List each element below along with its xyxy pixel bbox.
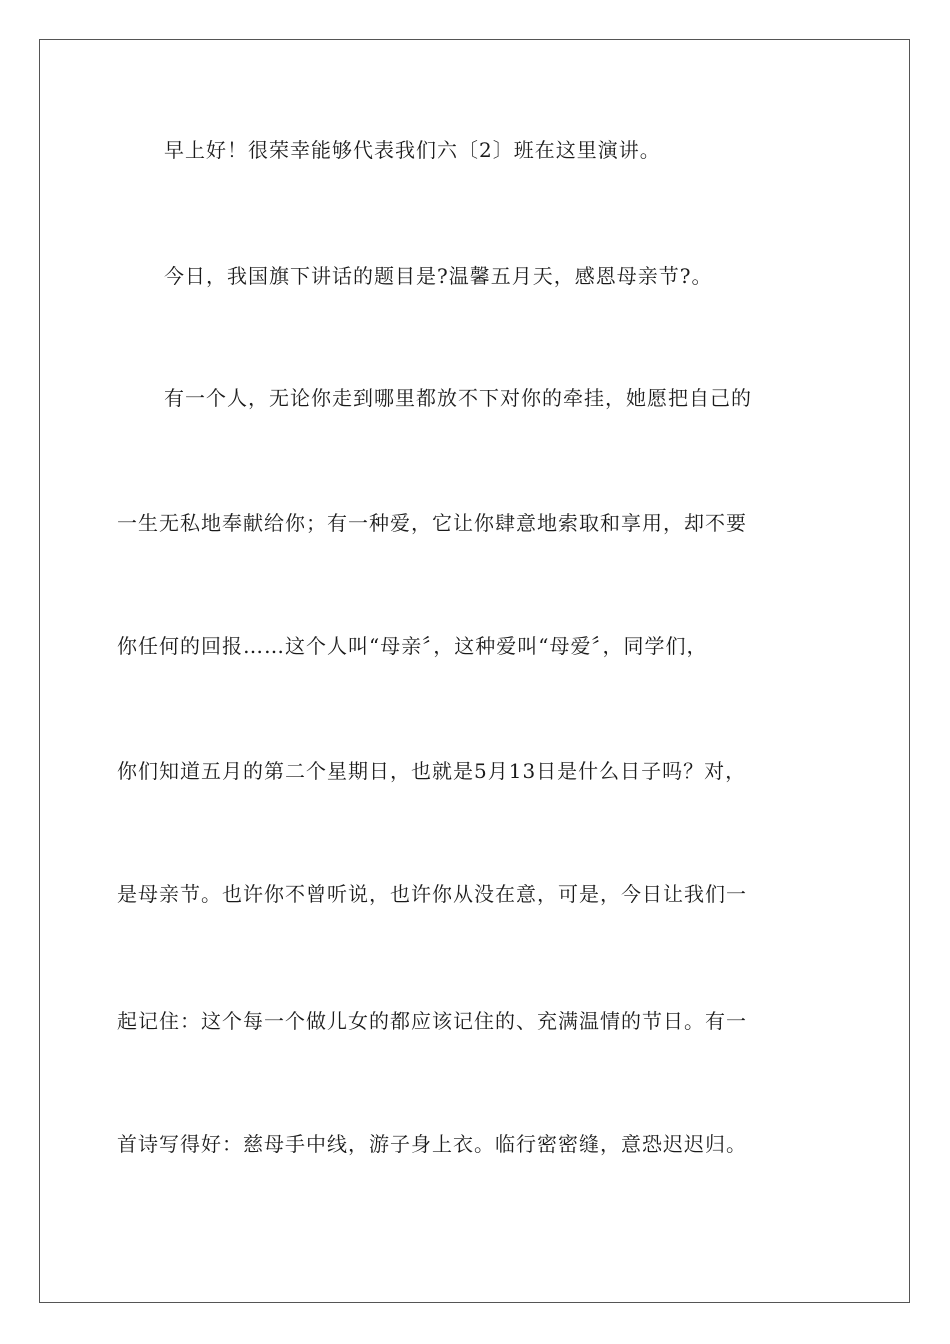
paragraph-line: 有一个人，无论你走到哪里都放不下对你的牵挂，她愿把自己的 [164,386,752,410]
paragraph-line: 早上好！很荣幸能够代表我们六〔2〕班在这里演讲。 [164,138,661,162]
paragraph-line: 你任何的回报……这个人叫“母亲〞，这种爱叫“母爱〞，同学们， [117,634,708,658]
page-border [39,39,910,1303]
paragraph-line: 起记住：这个每一个做儿女的都应该记住的、充满温情的节日。有一 [117,1009,747,1033]
paragraph-line: 今日，我国旗下讲话的题目是?温馨五月天，感恩母亲节?。 [164,264,713,288]
paragraph-line: 你们知道五月的第二个星期日，也就是5月13日是什么日子吗？对， [117,759,747,783]
paragraph-line: 是母亲节。也许你不曾听说，也许你从没在意，可是，今日让我们一 [117,882,747,906]
paragraph-line: 一生无私地奉献给你；有一种爱，它让你肆意地索取和享用，却不要 [117,511,747,535]
paragraph-line: 首诗写得好：慈母手中线，游子身上衣。临行密密缝，意恐迟迟归。 [117,1132,747,1156]
